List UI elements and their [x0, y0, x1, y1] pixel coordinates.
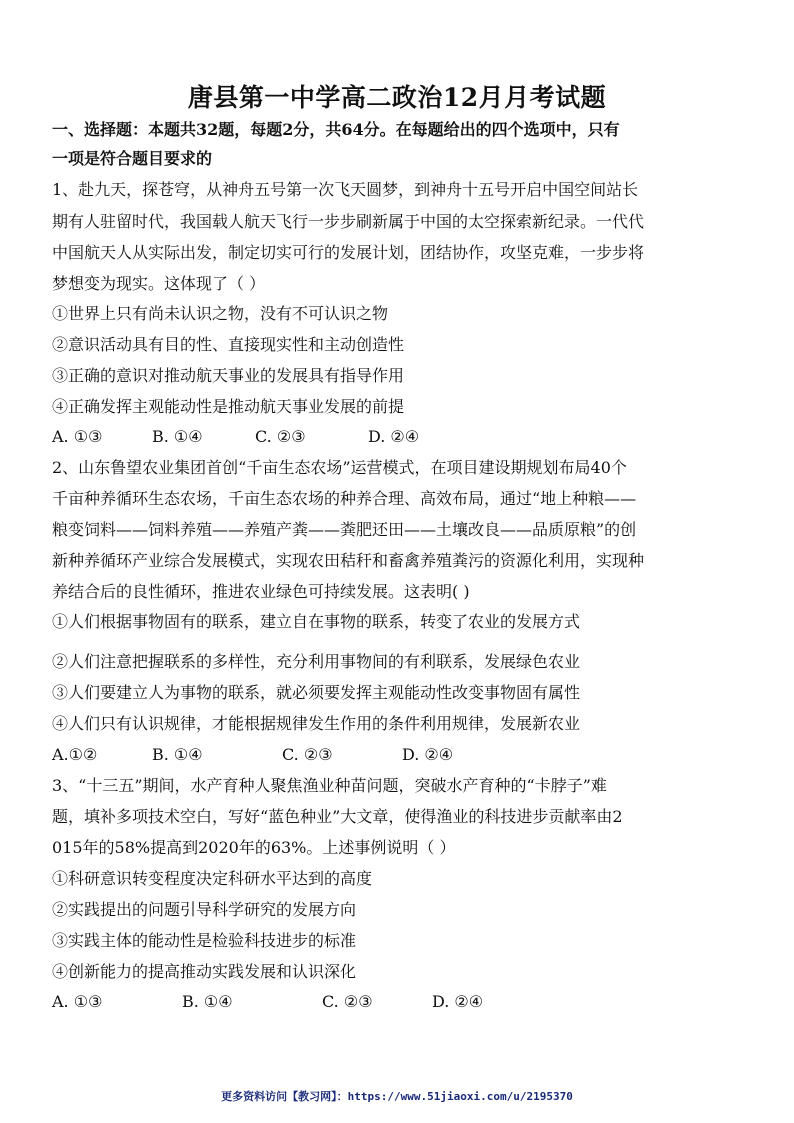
- q1-statement: ④正确发挥主观能动性是推动航天事业发展的前提: [52, 397, 405, 416]
- q3-stem-line: 3、“十三五”期间，水产育种人聚焦渔业种苗问题，突破水产育种的“卡脖子”难: [52, 776, 607, 795]
- q2-stem-line: 新种养循环产业综合发展模式，实现农田秸秆和畜禽养殖粪污的资源化利用，实现种: [52, 551, 645, 570]
- q3-statement: ②实践提出的问题引导科学研究的发展方向: [52, 900, 357, 919]
- q1-stem-line: 梦想变为现实。这体现了（ ）: [52, 274, 266, 293]
- q2-statement: ③人们要建立人为事物的联系，就必须要发挥主观能动性改变事物固有属性: [52, 683, 581, 702]
- q1-option-c: C. ②③: [255, 427, 306, 446]
- q2-option-a: A.①②: [52, 745, 98, 764]
- q3-stem-line: 015年的58%提高到2020年的63%。上述事例说明（ ）: [52, 838, 456, 857]
- q1-statement: ③正确的意识对推动航天事业的发展具有指导作用: [52, 366, 405, 385]
- q2-option-d: D. ②④: [402, 745, 454, 764]
- q3-option-a: A. ①③: [52, 992, 103, 1011]
- q3-statement: ④创新能力的提高推动实践发展和认识深化: [52, 962, 357, 981]
- q2-option-c: C. ②③: [282, 745, 333, 764]
- q1-statement: ②意识活动具有目的性、直接现实性和主动创造性: [52, 335, 405, 354]
- q3-statement: ①科研意识转变程度决定科研水平达到的高度: [52, 869, 373, 888]
- q3-option-b: B. ①④: [182, 992, 233, 1011]
- q2-option-b: B. ①④: [152, 745, 203, 764]
- q3-stem-line: 题，填补多项技术空白，写好“蓝色种业”大文章，使得渔业的科技进步贡献率由2: [52, 807, 623, 826]
- q2-stem-line: 养结合后的良性循环，推进农业绿色可持续发展。这表明( ): [52, 582, 470, 601]
- section-heading-line-2: 一项是符合题目要求的: [52, 149, 213, 168]
- q1-statement: ①世界上只有尚未认识之物，没有不可认识之物: [52, 304, 389, 323]
- q2-statement: ①人们根据事物固有的联系，建立自在事物的联系，转变了农业的发展方式: [52, 612, 581, 631]
- q1-stem-line: 中国航天人从实际出发，制定切实可行的发展计划，团结协作，攻坚克难，一步步将: [52, 243, 645, 262]
- footer-source-link[interactable]: 更多资料访问【教习网】：https://www.51jiaoxi.com/u/2195370: [221, 1090, 573, 1103]
- q2-statement: ②人们注意把握联系的多样性，充分利用事物间的有利联系，发展绿色农业: [52, 652, 581, 671]
- q3-option-c: C. ②③: [322, 992, 373, 1011]
- q2-stem-line: 粮变饲料——饲料养殖——养殖产粪——粪肥还田——土壤改良——品质原粮”的创: [52, 520, 637, 539]
- exam-title: 唐县第一中学高二政治12月月考试题: [187, 83, 607, 112]
- section-heading-line-1: 一、选择题：本题共32题，每题2分，共64分。在每题给出的四个选项中，只有: [52, 120, 620, 139]
- q2-stem-line: 2、山东鲁望农业集团首创“千亩生态农场”运营模式，在项目建设期规划布局40个: [52, 458, 627, 477]
- q2-stem-line: 千亩种养循环生态农场，千亩生态农场的种养合理、高效布局，通过“地上种粮——: [52, 489, 637, 508]
- q1-stem-line: 1、赴九天，探苍穹，从神舟五号第一次飞天圆梦，到神舟十五号开启中国空间站长: [52, 180, 639, 199]
- q1-stem-line: 期有人驻留时代，我国载人航天飞行一步步刷新属于中国的太空探索新纪录。一代代: [52, 212, 645, 231]
- q1-option-a: A. ①③: [52, 427, 103, 446]
- q3-option-d: D. ②④: [432, 992, 484, 1011]
- q3-statement: ③实践主体的能动性是检验科技进步的标准: [52, 931, 357, 950]
- q1-option-b: B. ①④: [152, 427, 203, 446]
- q2-statement: ④人们只有认识规律，才能根据规律发生作用的条件利用规律，发展新农业: [52, 714, 581, 733]
- q1-option-d: D. ②④: [368, 427, 420, 446]
